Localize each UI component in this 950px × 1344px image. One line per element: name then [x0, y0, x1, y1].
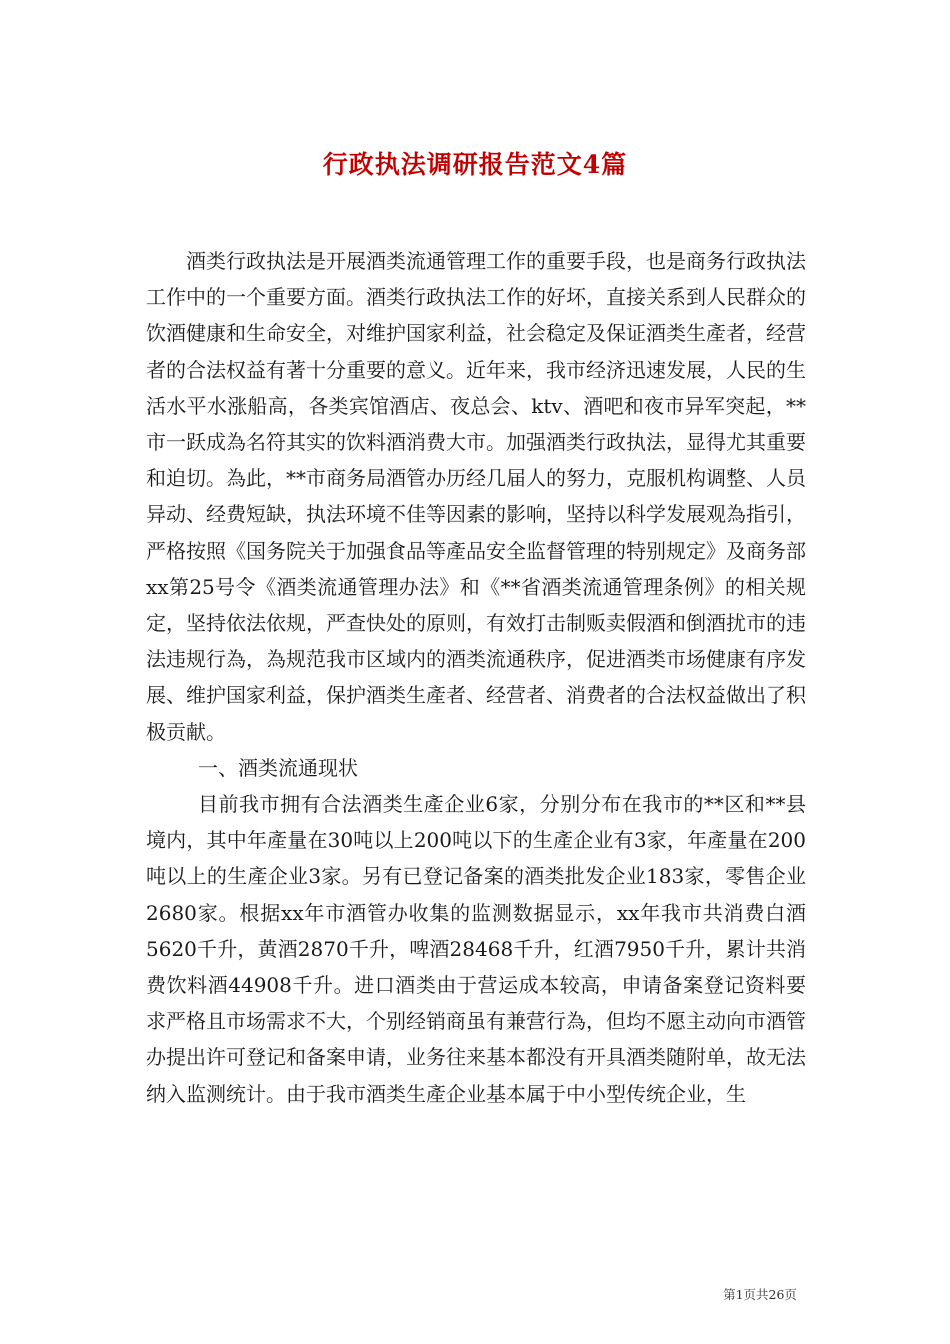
section-heading: 一、酒类流通现状	[198, 755, 358, 780]
document-title: 行政执法调研报告范文4篇	[322, 149, 628, 179]
intro-paragraph: 酒类行政执法是开展酒类流通管理工作的重要手段，也是商务行政执法工作中的一个重要方面。酒类行政执法工作的好坏，直接关系到人民群众的饮酒健康和生命安全，对维护国家利益，社会稳定及保证酒类生產者，经营者的合法权益有著十分重要的意义。近年来，我市经济迅速发展，人民的生活水平水涨船高，各类宾馆酒店、夜总会、ktv、酒吧和夜市异军突起，**市一跃成為名符其实的饮料酒消费大市。加强酒类行政执法，显得尤其重要和迫切。為此，**市商务局酒管办历经几届人的努力，克服机构调整、人员异动、经费短缺，执法环境不佳等因素的影响，坚持以科学发展观為指引，严格按照《国务院关于加强食品等產品安全监督管理的特别规定》及商务部xx第25号令《酒类流通管理办法》和《**省酒类流通管理条例》的相关规定，坚持依法依规，严查快处的原则，有效打击制贩卖假酒和倒酒扰市的违法违规行為，為规范我市区域内的酒类流通秩序，促进酒类市场健康有序发展、维护国家利益，保护酒类生產者、经营者、消费者的合法权益做出了积极贡献。	[146, 249, 806, 744]
page-number: 第1页共26页	[723, 1287, 797, 1302]
document-body	[146, 243, 806, 1112]
section-paragraph: 目前我市拥有合法酒类生產企业6家，分别分布在我市的**区和**县境内，其中年產量在30吨以上200吨以下的生產企业有3家，年產量在200吨以上的生產企业3家。另有已登记备案的酒类批发企业183家，零售企业2680家。根据xx年市酒管办收集的监测数据显示，xx年我市共消费白酒5620千升，黄酒2870千升，啤酒28468千升，红酒7950千升，累计共消费饮料酒44908千升。进口酒类由于营运成本较高，申请备案登记资料要求严格且市场需求不大，个别经销商虽有兼营行為，但均不愿主动向市酒管办提出许可登记和备案申请，业务往来基本都没有开具酒类随附单，故无法纳入监测统计。由于我市酒类生產企业基本属于中小型传统企业，生	[146, 792, 806, 1106]
